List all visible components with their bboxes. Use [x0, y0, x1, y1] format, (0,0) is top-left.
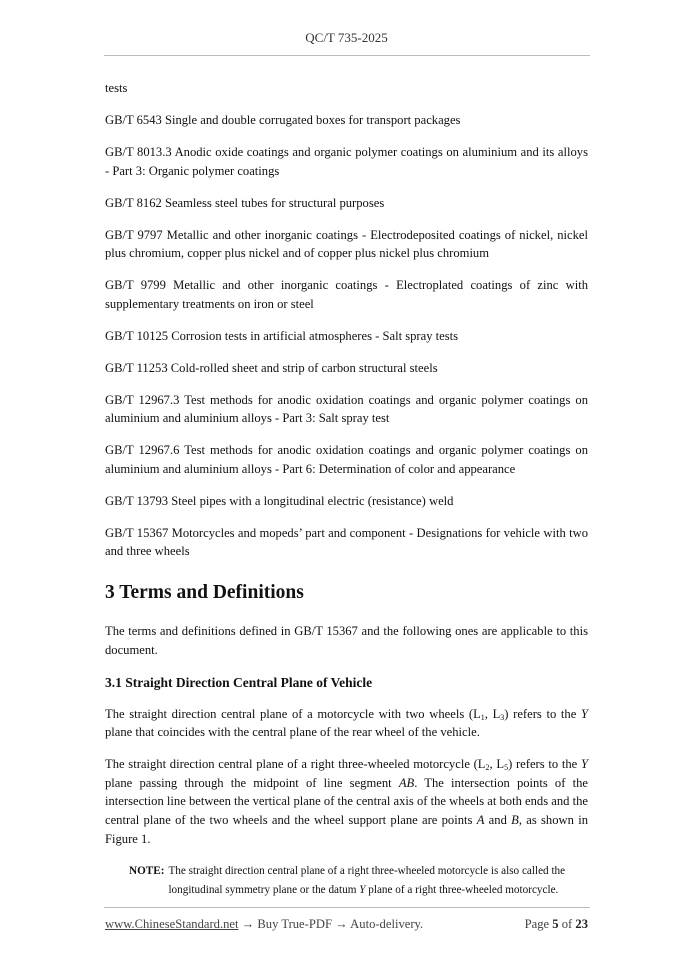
note-text	[168, 862, 588, 900]
subscript: 3	[500, 712, 505, 722]
text: , L	[489, 757, 505, 772]
reference-item: GB/T 12967.6 Test methods for anodic oxidation coatings and organic polymer coatings on aluminium and aluminium alloys - Part 6: Determination of color and appearance	[105, 443, 588, 476]
header-divider	[104, 55, 590, 56]
text: , as shown in Figure 1.	[105, 812, 588, 846]
page-header: QC/T 735-2025	[305, 30, 388, 45]
reference-item: GB/T 9799 Metallic and other inorganic coatings - Electroplated coatings of zinc with supplementary treatments on iron or steel	[105, 278, 588, 311]
text: ) refers to the	[504, 706, 581, 721]
subsection-heading: 3.1 Straight Direction Central Plane of Vehicle	[105, 674, 373, 690]
note-label: NOTE:	[129, 864, 165, 877]
reference-item: GB/T 8162 Seamless steel tubes for structural purposes	[105, 195, 385, 210]
note	[129, 862, 588, 900]
page-footer	[105, 917, 588, 932]
page-label: Page	[524, 917, 550, 931]
normative-references-list	[105, 79, 588, 561]
text: The straight direction central plane of a motorcycle with two wheels (L	[105, 706, 481, 721]
footer-promo	[105, 917, 423, 932]
reference-item: GB/T 6543 Single and double corrugated boxes for transport packages	[105, 112, 461, 127]
text: , L	[484, 706, 501, 721]
buy-text: Buy True-PDF	[257, 917, 332, 931]
definition-paragraph-1	[105, 705, 588, 742]
italic-symbol: AB	[398, 775, 415, 790]
text: plane that coincides with the central plane of the rear wheel of the vehicle.	[105, 725, 480, 740]
text: The straight direction central plane of a right three-wheeled motorcycle is also called the longitudinal symmetry plane or the datum	[168, 864, 566, 896]
definition-paragraph-2	[105, 755, 588, 848]
website-link[interactable]: www.ChineseStandard.net	[105, 917, 239, 931]
reference-item: GB/T 12967.3 Test methods for anodic oxidation coatings and organic polymer coatings on aluminium and aluminium alloys - Part 3: Salt spray test	[105, 392, 588, 426]
text: plane passing through the midpoint of line segment	[105, 775, 399, 790]
italic-symbol: A	[476, 812, 485, 827]
italic-symbol: Y	[580, 757, 588, 772]
text: The straight direction central plane of a right three-wheeled motorcycle (L	[105, 757, 486, 772]
reference-item: GB/T 13793 Steel pipes with a longitudinal electric (resistance) weld	[105, 493, 454, 508]
page-number	[525, 917, 588, 932]
text: ) refers to the	[508, 757, 581, 772]
delivery-text: Auto-delivery.	[350, 917, 424, 931]
reference-item: GB/T 11253 Cold-rolled sheet and strip of carbon structural steels	[105, 360, 438, 375]
current-page: 5	[552, 917, 559, 931]
footer-divider	[104, 907, 590, 908]
of-label: of	[561, 917, 573, 931]
text: plane of a right three-wheeled motorcycle.	[365, 883, 559, 896]
reference-item: GB/T 10125 Corrosion tests in artificial atmospheres - Salt spray tests	[105, 328, 459, 343]
text: and	[484, 812, 512, 827]
arrow-right-icon: →	[241, 917, 255, 931]
total-pages: 23	[575, 917, 588, 931]
text: . The intersection points of the intersection line between the vertical plane of the central axis of the wheels at both ends and the central plane of the two wheels and the wheel support plane are points	[105, 775, 588, 827]
subscript: 2	[485, 763, 490, 773]
section-heading: 3 Terms and Definitions	[105, 581, 304, 603]
page-content	[105, 79, 588, 900]
italic-symbol: Y	[359, 883, 366, 896]
italic-symbol: B	[511, 812, 519, 827]
reference-item: GB/T 8013.3 Anodic oxide coatings and organic polymer coatings on aluminium and its alloys - Part 3: Organic polymer coatings	[105, 144, 588, 178]
reference-item: GB/T 9797 Metallic and other inorganic coatings - Electrodeposited coatings of nickel, nickel plus chromium, copper plus nickel and of copper plus nickel plus chromium	[105, 227, 588, 261]
reference-item: GB/T 15367 Motorcycles and mopeds’ part and component - Designations for vehicle with two and three wheels	[105, 525, 588, 559]
italic-symbol: Y	[580, 706, 588, 721]
subscript: 1	[480, 712, 485, 722]
arrow-right-icon: →	[335, 917, 348, 931]
subscript: 5	[504, 763, 509, 773]
section-intro: The terms and definitions defined in GB/T 15367 and the following ones are applicable to this document.	[105, 623, 588, 657]
reference-item: tests	[105, 81, 128, 95]
